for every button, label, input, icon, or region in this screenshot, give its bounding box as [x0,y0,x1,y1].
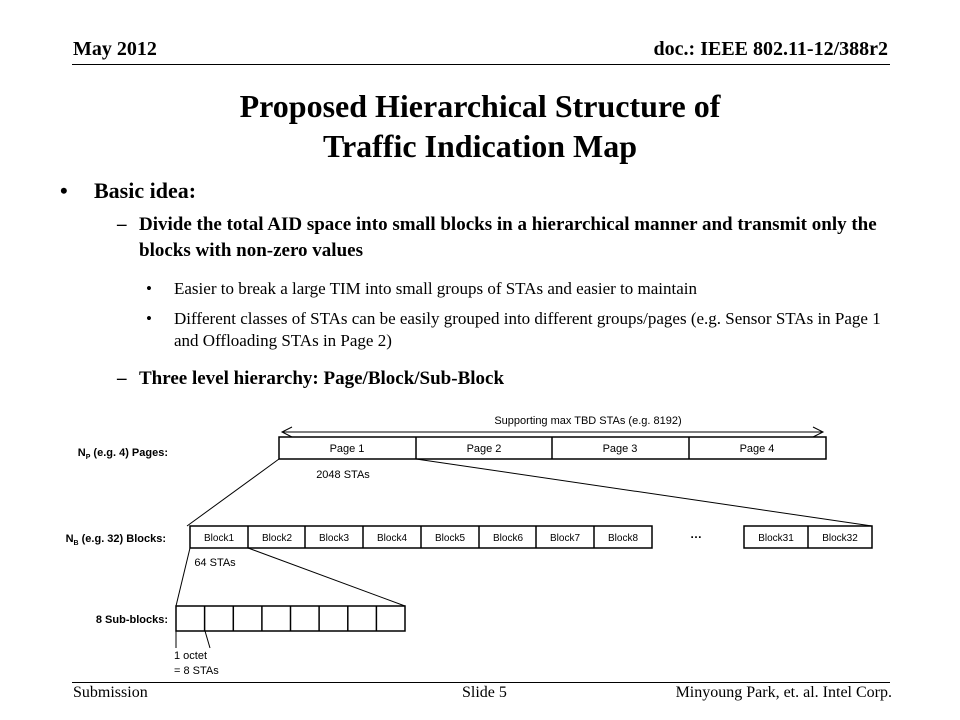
dash-icon: – [117,214,127,235]
page-stas-label: 2048 STAs [316,469,370,481]
header-date: May 2012 [73,38,157,60]
blocks-row-label: $N_B$ (e.g. 32) Blocks: [65,533,166,547]
footer-rule [72,682,890,683]
octet-label-line-2: = 8 STAs [174,665,219,677]
supporting-label: Supporting max TBD STAs (e.g. 8192) [494,415,682,427]
supporting-span-arrow [282,427,823,437]
last-blocks-row [744,526,872,548]
pages-row [279,437,826,459]
page-cell-3: Page 3 [602,443,638,455]
block-cell-8: Block8 [607,533,639,544]
header-doc-id: doc.: IEEE 802.11-12/388r2 [653,38,888,60]
zoom-line-sub-left [176,548,190,606]
block-stas-label: 64 STAs [194,557,236,569]
subblocks-row [176,606,405,631]
block-cell-6: Block6 [492,533,524,544]
title-line-2: Traffic Indication Map [322,128,638,164]
sub-bullet-three-level: – Three level hierarchy: Page/Block/Sub-Block [117,366,897,392]
page-cell-1: Page 1 [329,443,365,455]
footer-slide-number: Slide 5 [462,684,507,701]
zoom-line-sub-right [248,548,405,606]
block-cell-31: Block31 [758,533,794,544]
block-cell-5: Block5 [434,533,466,544]
pages-row-label: $N_P$ (e.g. 4) Pages: [77,447,168,461]
block-cell-3: Block3 [318,533,350,544]
bullet-basic-idea: • Basic idea: [60,178,197,203]
block-cell-7: Block7 [549,533,581,544]
sub-sub-bullet-1: • Easier to break a large TIM into small groups of STAs and easier to maintain [146,279,697,298]
subblocks-row-label: 8 Sub-blocks: [95,614,168,626]
zoom-line-left [187,459,279,526]
blocks-ellipsis: … [690,527,702,541]
footer-author: Minyoung Park, et. al. Intel Corp. [675,684,892,701]
page-cell-2: Page 2 [466,443,502,455]
title-line-1: Proposed Hierarchical Structure of [239,88,721,124]
dash-icon: – [117,368,127,389]
block-cell-32: Block32 [822,533,858,544]
blocks-row [190,526,652,548]
block-cell-4: Block4 [376,533,408,544]
bullet-dot-icon: • [146,279,152,298]
sub-bullet-divide: – Divide the total AID space into small blocks in a hierarchical manner and transmit only the blocks with non-zero values [117,214,877,261]
block-cell-2: Block2 [261,533,293,544]
block-cell-1: Block1 [203,533,235,544]
footer-submission: Submission [73,684,148,701]
zoom-line-right [416,459,872,526]
octet-label-line-1: 1 octet [174,650,208,662]
sub-sub-bullet-2: • Different classes of STAs can be easily grouped into different groups/pages (e.g. Sensor STAs in Page 1 and Offloading STAs in Page 2) [146,309,881,350]
bullet-dot-icon: • [146,309,152,328]
bullet-dot-icon: • [60,178,68,203]
octet-pointer-right [205,631,210,648]
page-cell-4: Page 4 [739,443,775,455]
